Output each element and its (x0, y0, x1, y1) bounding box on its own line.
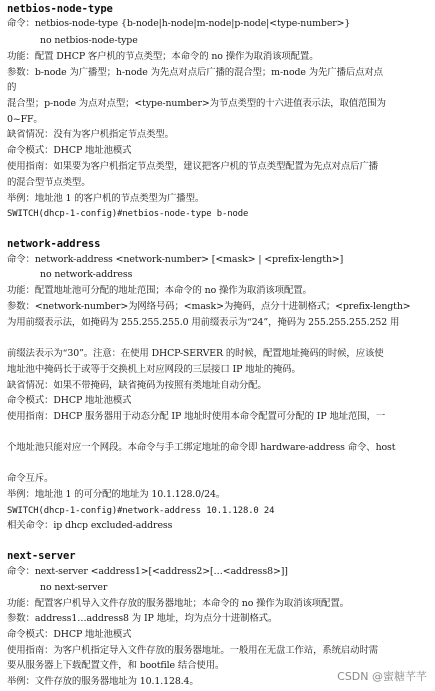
command-no-form: no network-address (40, 269, 133, 280)
usage-text: 使用指南：DHCP 服务器用于动态分配 IP 地址时使用本命令配置可分配的 IP 地址范围，一 (7, 411, 386, 422)
parameter-text: 为用前缀表示法，如掩码为 255.255.255.0 用前缀表示为“24”，掩码为 255.255.255.252 用 (7, 317, 400, 328)
section-title-next-server: next-server (7, 550, 76, 562)
command-syntax: 命令：netbios-node-type {b-node|h-node|m-node|p-node|<type-number>} (7, 18, 351, 29)
parameter-text: 参数：address1…address8 为 IP 地址，均为点分十进制格式。 (7, 613, 278, 624)
command-syntax: 命令：network-address <network-number> [<mask> | <prefix-length>] (7, 254, 344, 265)
example-text: 举例：地址池 1 的可分配的地址为 10.1.128.0/24。 (7, 489, 226, 500)
parameter-text: 0~FF。 (7, 114, 43, 125)
function-text: 功能：配置 DHCP 客户机的节点类型；本命令的 no 操作为取消该项配置。 (7, 51, 319, 62)
example-command: SWITCH(dhcp-1-config)#network-address 10.1.128.0 24 (7, 506, 275, 516)
section-title-network-address: network-address (7, 238, 101, 250)
parameter-text: 混合型；p-node 为点对点型；<type-number>为节点类型的十六进值表示法，取值范围为 (7, 98, 386, 109)
usage-text: 使用指南：如果要为客户机指定节点类型，建议把客户机的节点类型配置为先点对点后广播 (7, 161, 379, 172)
example-command: SWITCH(dhcp-1-config)#netbios-node-type b-node (7, 209, 249, 219)
example-text: 举例：文件存放的服务器地址为 10.1.128.4。 (7, 676, 199, 687)
mode-text: 命令模式：DHCP 地址池模式 (7, 629, 132, 640)
parameter-text: 前缀法表示为“30”。注意：在使用 DHCP-SERVER 的时候，配置地址掩码的时候，应该使 (7, 348, 384, 359)
usage-text: 命令互斥。 (7, 473, 54, 484)
csdn-watermark: CSDN @蜜糖芊芊 (337, 670, 427, 683)
mode-text: 命令模式：DHCP 地址池模式 (7, 145, 132, 156)
mode-text: 命令模式：DHCP 地址池模式 (7, 395, 132, 406)
usage-text: 要从服务器上下载配置文件，和 bootfile 结合使用。 (7, 660, 225, 671)
command-syntax: 命令：next-server <address1>[<address2>[…<address8>]] (7, 566, 288, 577)
usage-text: 个地址池只能对应一个网段。本命令与手工绑定地址的命令即 hardware-address 命令、host (7, 442, 396, 453)
default-text: 缺省情况：如果不带掩码，缺省掩码为按照有类地址自动分配。 (7, 380, 267, 391)
related-commands: 相关命令：ip dhcp excluded-address (7, 520, 173, 531)
command-no-form: no netbios-node-type (40, 35, 138, 46)
example-text: 举例：地址池 1 的客户机的节点类型为广播型。 (7, 193, 205, 204)
usage-text: 的混合型节点类型。 (7, 177, 91, 188)
parameter-text: 的 (7, 82, 17, 93)
parameter-text: 地址池中掩码长于或等于交换机上对应网段的三层接口 IP 地址的掩码。 (7, 364, 301, 375)
function-text: 功能：配置客户机导入文件存放的服务器地址；本命令的 no 操作为取消该项配置。 (7, 598, 349, 609)
usage-text: 使用指南：为客户机指定导入文件存放的服务器地址。一般用在无盘工作站，系统启动时需 (7, 645, 379, 656)
parameter-text: 参数：<network-number>为网络号码；<mask>为掩码，点分十进制格式；<prefix-length> (7, 301, 411, 312)
parameter-text: 参数：b-node 为广播型；h-node 为先点对点后广播的混合型；m-node 为先广播后点对点 (7, 67, 383, 78)
default-text: 缺省情况：没有为客户机指定节点类型。 (7, 129, 174, 140)
function-text: 功能：配置地址池可分配的地址范围；本命令的 no 操作为取消该项配置。 (7, 285, 312, 296)
command-no-form: no next-server (40, 582, 108, 593)
section-title-netbios-node-type: netbios-node-type (7, 3, 113, 15)
